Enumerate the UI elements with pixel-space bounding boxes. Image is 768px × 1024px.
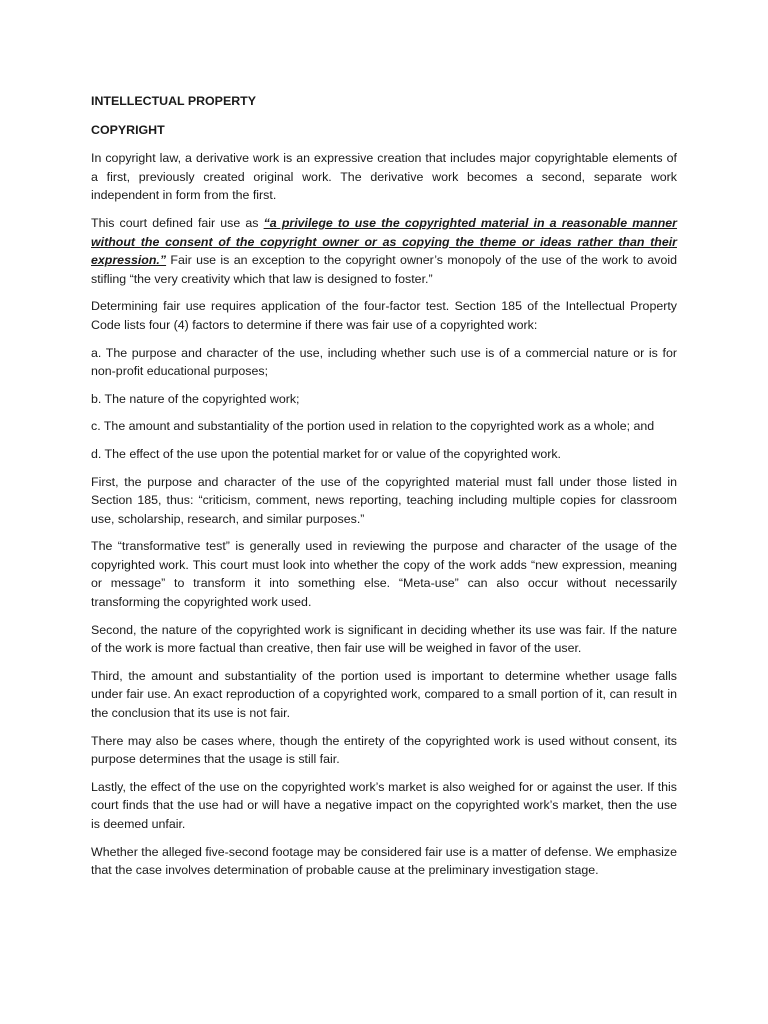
list-item-factor-a: a. The purpose and character of the use, including whether such use is of a commercial nature or is for non-profit educational purposes; <box>91 345 677 379</box>
paragraph-purpose-character: First, the purpose and character of the use of the copyrighted material must fall under those listed in Section 185, thus: “criticism, comment, news reporting, teaching including multiple copies for classroom use, scholarship, research, and similar purposes.” <box>91 474 677 526</box>
paragraph-transformative-test: The “transformative test” is generally used in reviewing the purpose and character of the usage of the copyrighted work. This court must look into whether the copy of the work adds “new expression, meaning or message” to transform it into something else. “Meta-use” can also occur without necessarily transforming the copyrighted work used. <box>91 539 677 610</box>
section-heading-copyright: COPYRIGHT <box>91 122 165 137</box>
paragraph-amount-substantiality: Third, the amount and substantiality of the portion used is important to determine whether usage falls under fair use. An exact reproduction of a copyrighted work, compared to a small portion of it, can result in the conclusion that its use is not fair. <box>91 668 677 721</box>
paragraph-market-effect: Lastly, the effect of the use on the copyrighted work’s market is also weighed for or against the user. If this court finds that the use had or will have a negative impact on the copyrighted work’s market, then the use is deemed unfair. <box>91 779 677 831</box>
document-title: INTELLECTUAL PROPERTY <box>91 94 256 108</box>
paragraph-four-factor-test: Determining fair use requires application of the four-factor test. Section 185 of the Intellectual Property Code lists four (4) factors to determine if there was fair use of a copyrighted work: <box>91 299 677 332</box>
list-item-factor-d: d. The effect of the use upon the potential market for or value of the copyrighted work. <box>91 446 561 461</box>
paragraph-entirety-used: There may also be cases where, though the entirety of the copyrighted work is used without consent, its purpose determines that the usage is still fair. <box>91 733 677 767</box>
fair-use-rest-text: Fair use is an exception to the copyright owner’s monopoly of the use of the work to avoid stifling “the very creativity which that law is designed to foster.” <box>91 253 677 286</box>
list-item-factor-b: b. The nature of the copyrighted work; <box>91 391 300 406</box>
list-item-factor-c: c. The amount and substantiality of the portion used in relation to the copyrighted work as a whole; and <box>91 419 655 434</box>
paragraph-nature-of-work: Second, the nature of the copyrighted work is significant in deciding whether its use was fair. If the nature of the work is more factual than creative, then fair use will be weighed in favor of the user. <box>91 622 677 656</box>
paragraph-matter-of-defense: Whether the alleged five-second footage may be considered fair use is a matter of defense. We emphasize that the case involves determination of probable cause at the preliminary investigation stage. <box>91 844 677 878</box>
fair-use-lead-text: This court defined fair use as <box>91 215 264 230</box>
fair-use-quote: “a privilege to use the copyrighted material in a reasonable manner without the consent of the copyright owner or as copying the theme or ideas rather than their expression.” <box>91 215 677 268</box>
paragraph-fair-use-definition <box>91 214 677 288</box>
paragraph-derivative-work: In copyright law, a derivative work is an expressive creation that includes major copyrightable elements of a first, previously created original work. The derivative work becomes a second, separate work independent in form from the first. <box>91 151 677 203</box>
document-page <box>91 92 677 889</box>
